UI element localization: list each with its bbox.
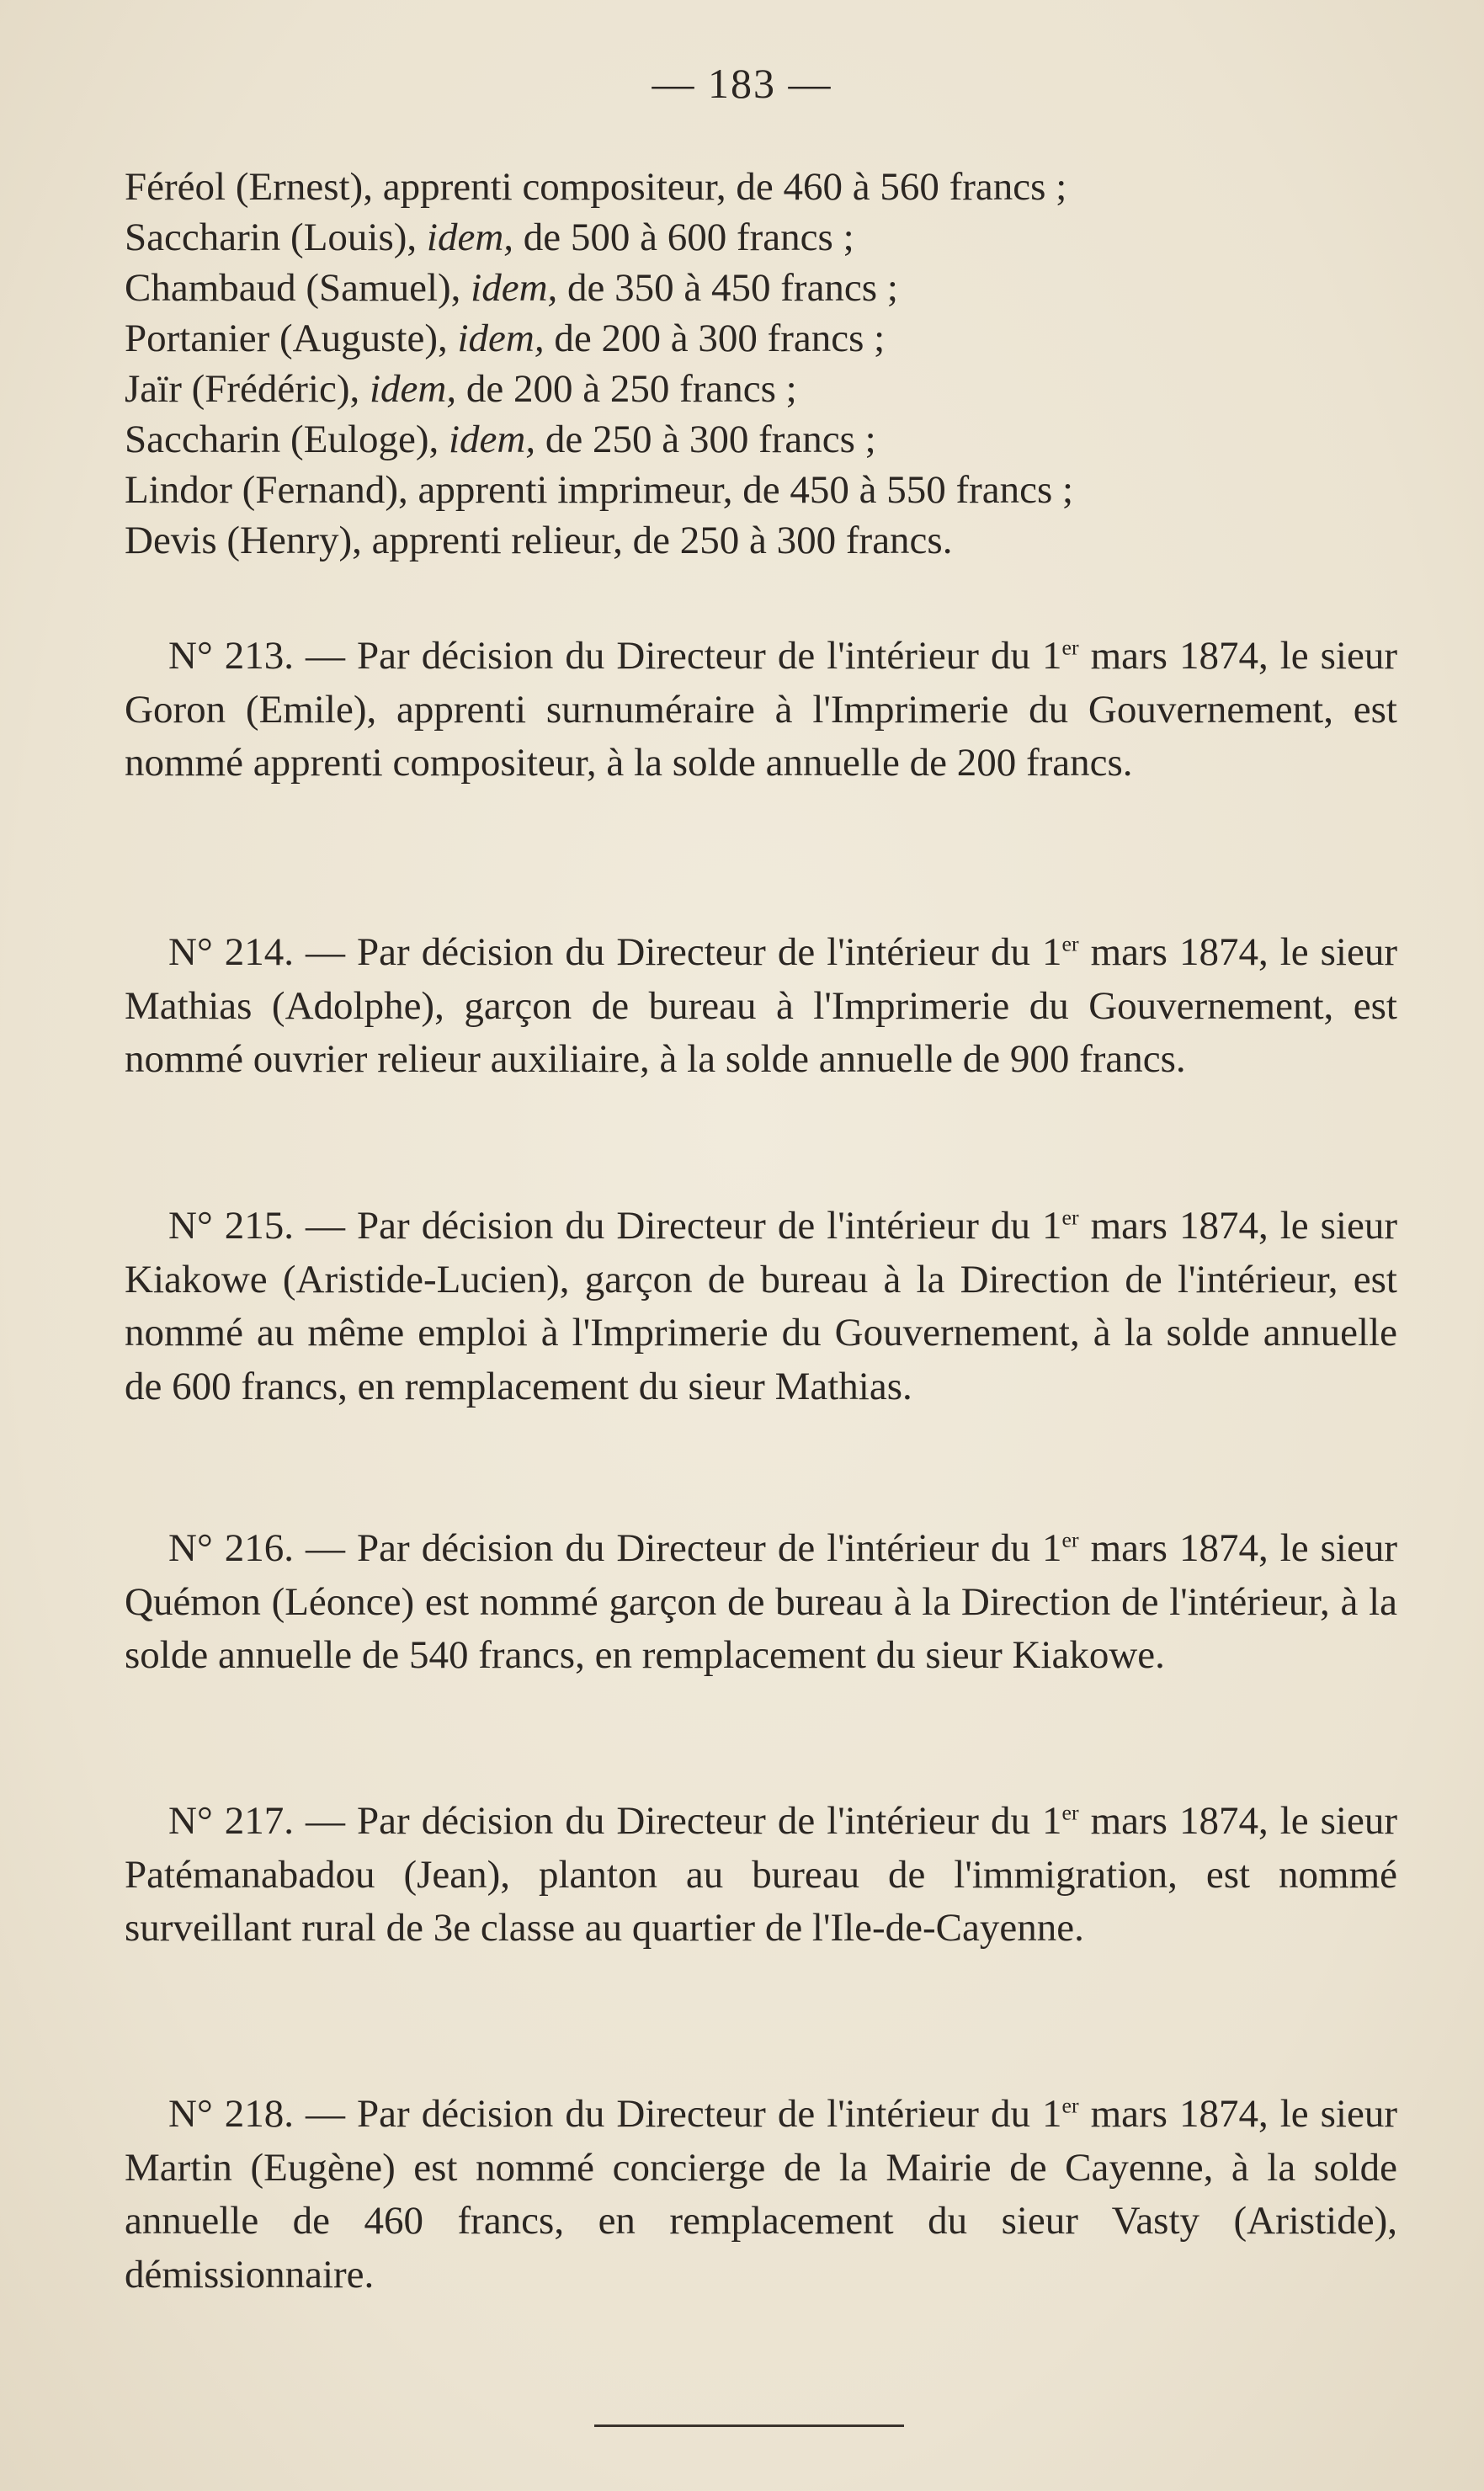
decree-213: N° 213. — Par décision du Directeur de l'intérieur du 1er mars 1874, le sieur Goron (Emile), apprenti surnuméraire à l'Imprimerie du Gouvernement, est nommé apprenti compositeur, à la solde annuelle de 200 francs. bbox=[125, 634, 1397, 785]
decree-216: N° 216. — Par décision du Directeur de l'intérieur du 1er mars 1874, le sieur Quémon (Léonce) est nommé garçon de bureau à la Direction de l'intérieur, à la solde annuelle de 540 francs, en remplacement du sieur Kiakowe. bbox=[125, 1526, 1397, 1677]
decree-number: N° 217. bbox=[168, 1799, 295, 1843]
apprentice-entry: Jaïr (Frédéric), idem, de 200 à 250 francs ; bbox=[125, 367, 797, 411]
closing-rule bbox=[594, 2424, 904, 2427]
decree-number: N° 214. bbox=[168, 930, 295, 974]
apprentice-entry: Féréol (Ernest), apprenti compositeur, de 460 à 560 francs ; bbox=[125, 165, 1067, 209]
apprentice-entry: Chambaud (Samuel), idem, de 350 à 450 francs ; bbox=[125, 266, 898, 310]
decree-number: N° 218. bbox=[168, 2092, 295, 2136]
apprentice-entry: Saccharin (Euloge), idem, de 250 à 300 francs ; bbox=[125, 418, 876, 461]
decree-217: N° 217. — Par décision du Directeur de l'intérieur du 1er mars 1874, le sieur Patémanabadou (Jean), planton au bureau de l'immigration, est nommé surveillant rural de 3e classe au quartier de l'Ile-de-Cayenne. bbox=[125, 1799, 1397, 1950]
decree-214: N° 214. — Par décision du Directeur de l'intérieur du 1er mars 1874, le sieur Mathias (Adolphe), garçon de bureau à l'Imprimerie du Gouvernement, est nommé ouvrier relieur auxiliaire, à la solde annuelle de 900 francs. bbox=[125, 930, 1397, 1081]
decree-218: N° 218. — Par décision du Directeur de l'intérieur du 1er mars 1874, le sieur Martin (Eugène) est nommé concierge de la Mairie de Cayenne, à la solde annuelle de 460 francs, en remplacement du sieur Vasty (Aristide), démissionnaire. bbox=[125, 2092, 1397, 2297]
page-number: — 183 — bbox=[652, 60, 832, 107]
apprentice-list bbox=[125, 162, 1397, 566]
apprentice-entry: Lindor (Fernand), apprenti imprimeur, de 450 à 550 francs ; bbox=[125, 468, 1074, 512]
decree-number: N° 213. bbox=[168, 634, 295, 678]
apprentice-entry: Devis (Henry), apprenti relieur, de 250 à 300 francs. bbox=[125, 519, 953, 562]
apprentice-entry: Saccharin (Louis), idem, de 500 à 600 francs ; bbox=[125, 216, 854, 259]
apprentice-entry: Portanier (Auguste), idem, de 200 à 300 francs ; bbox=[125, 317, 886, 360]
decree-number: N° 216. bbox=[168, 1526, 295, 1570]
decree-number: N° 215. bbox=[168, 1204, 295, 1248]
decree-215: N° 215. — Par décision du Directeur de l'intérieur du 1er mars 1874, le sieur Kiakowe (Aristide-Lucien), garçon de bureau à la Direction de l'intérieur, est nommé au même emploi à l'Imprimerie du Gouvernement, à la solde annuelle de 600 francs, en remplacement du sieur Mathias. bbox=[125, 1204, 1397, 1408]
